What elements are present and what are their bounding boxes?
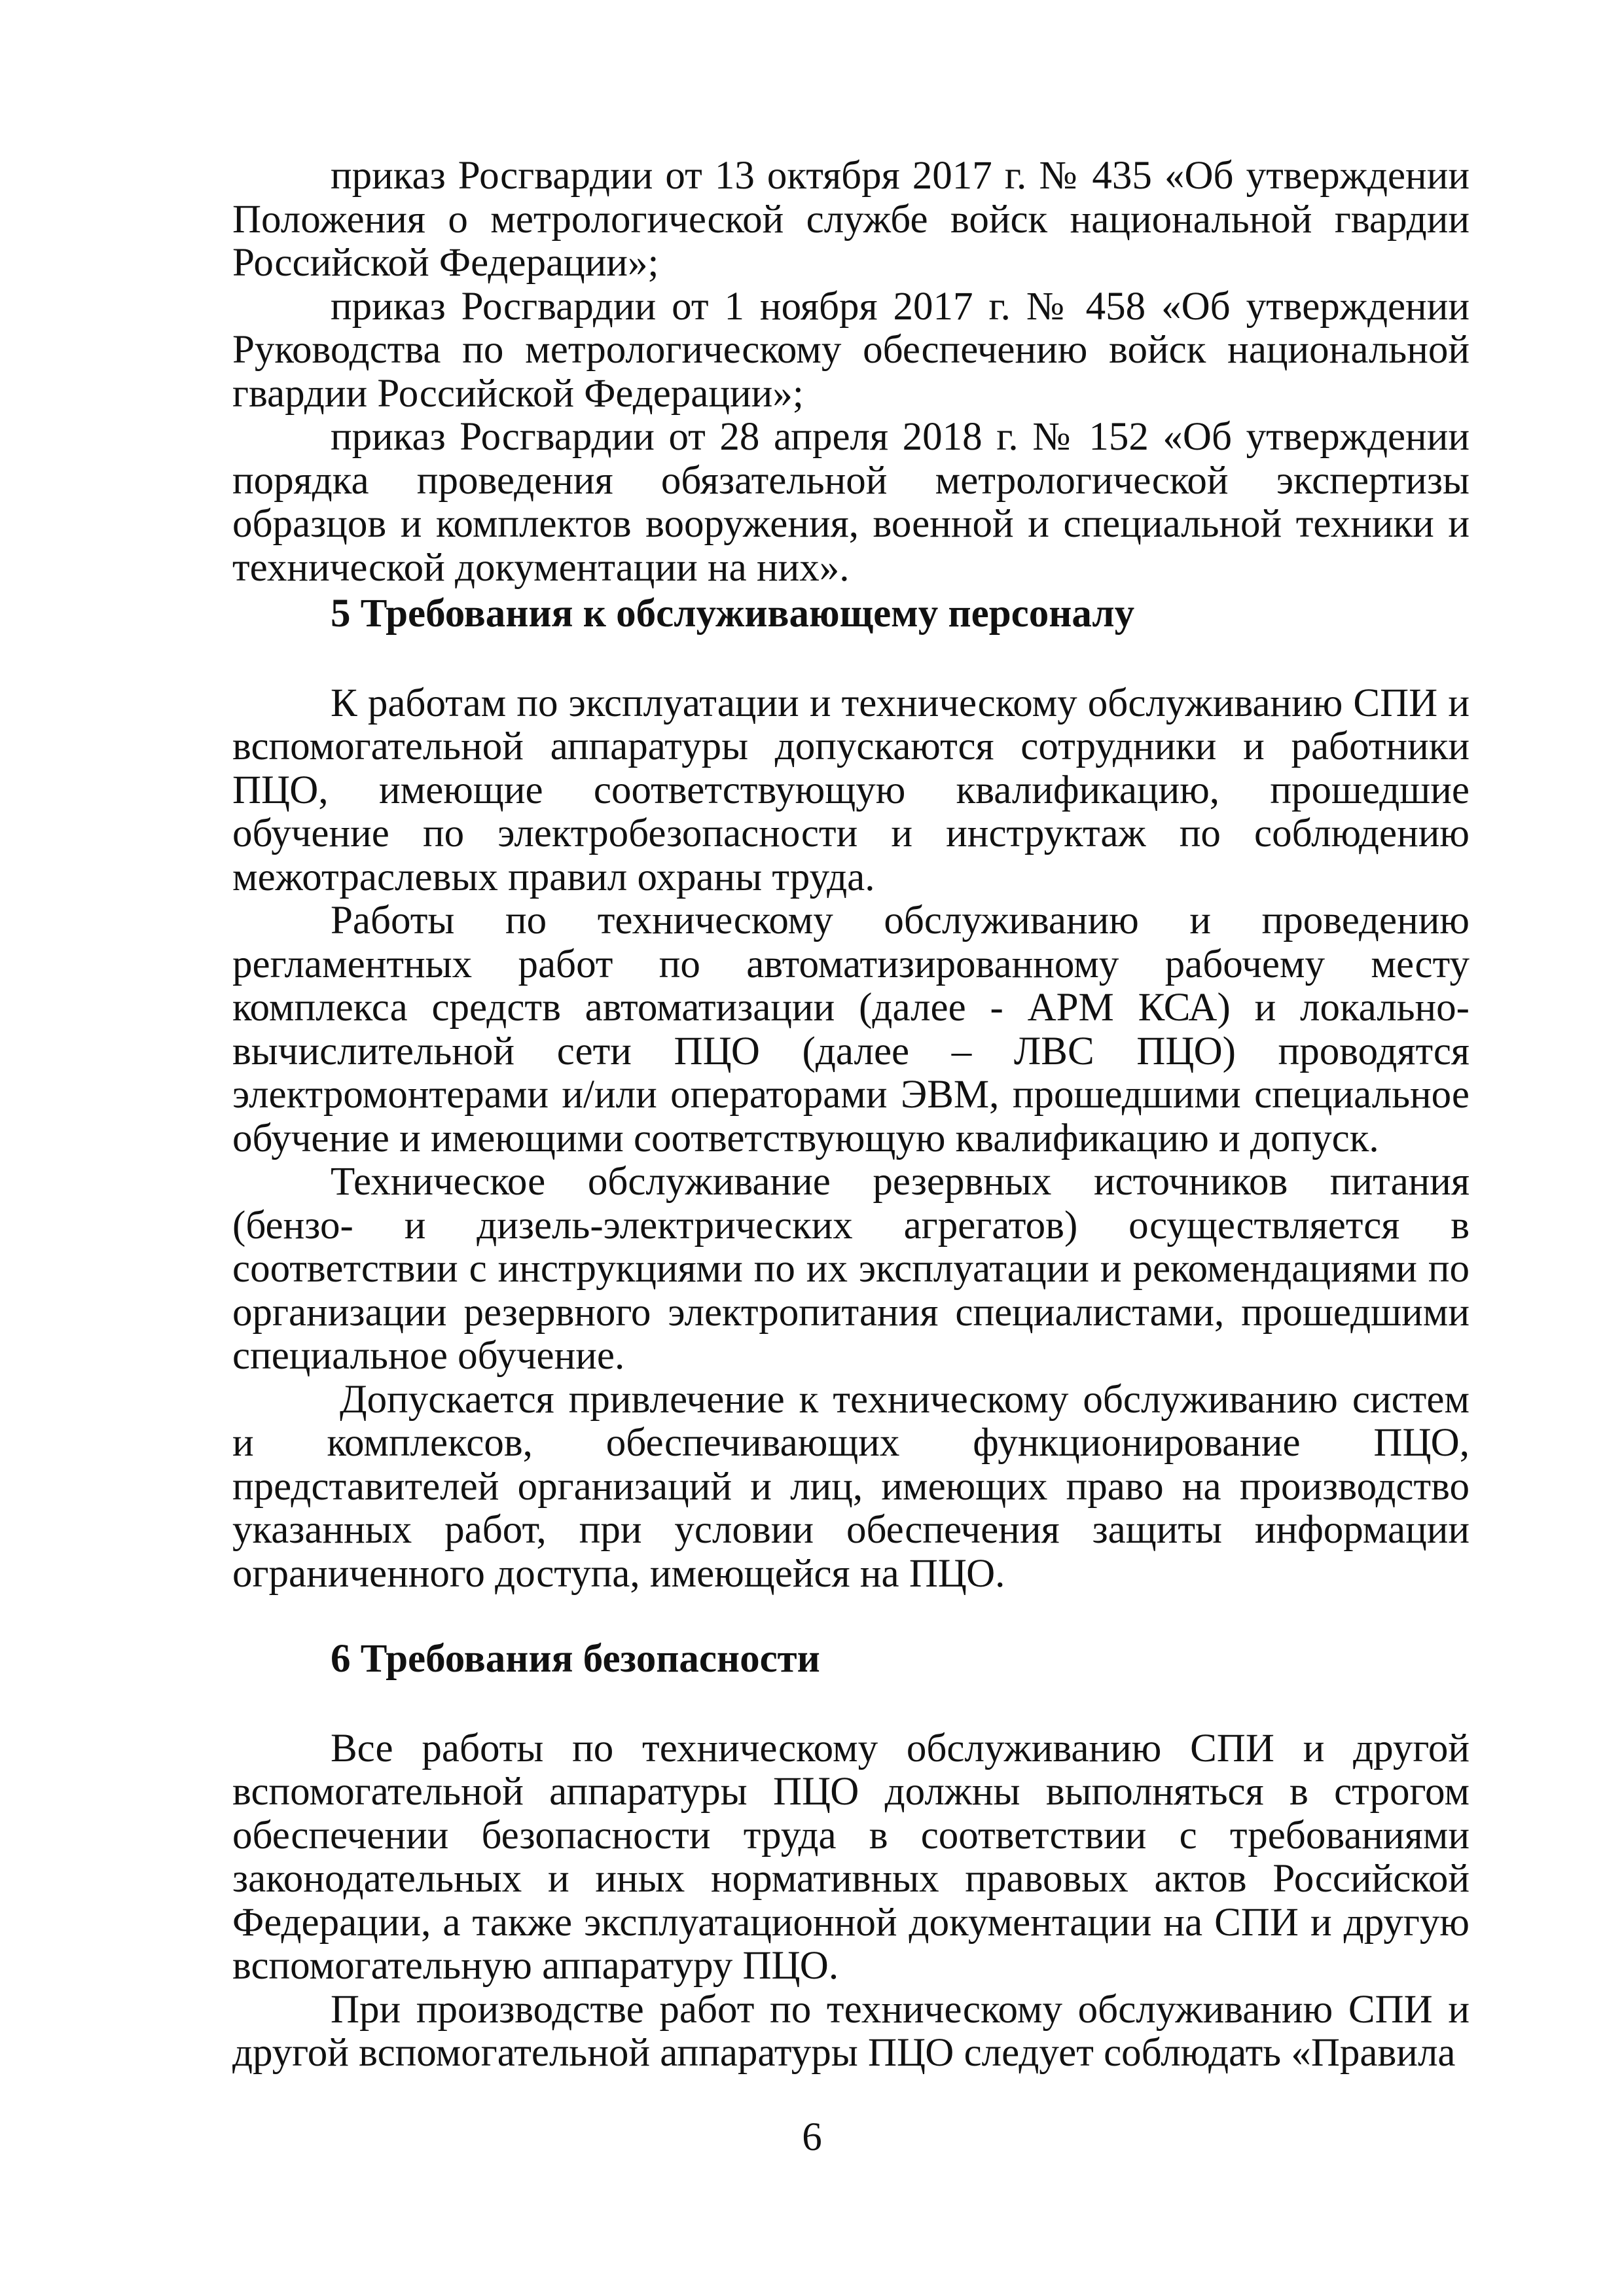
page-number: 6: [802, 2115, 822, 2159]
section-6-paragraph-1: Все работы по техническому обслуживанию СПИ и другой вспомогательной аппаратуры ПЦО должны выполняться в строгом обеспечении безопасности труда в соответствии с требованиями законодательных и иных нормативных правовых актов Российской Федерации, а также эксплуатационной документации на СПИ и другую вспомогательную аппаратуру ПЦО.: [232, 1726, 1470, 1988]
section-5-paragraph-2: Работы по техническому обслуживанию и проведению регламентных работ по автоматизированному рабочему месту комплекса средств автоматизации (далее - АРМ КСА) и локально-вычислительной сети ПЦО (далее – ЛВС ПЦО) проводятся электромонтерами и/или операторами ЭВМ, прошедшими специальное обучение и имеющими соответствующую квалификацию и допуск.: [232, 899, 1470, 1160]
order-paragraph-3: приказ Росгвардии от 28 апреля 2018 г. № 152 «Об утверждении порядка проведения обязательной метрологической экспертизы образцов и комплектов вооружения, военной и специальной техники и технической документации на них».: [232, 415, 1470, 590]
page-body: [232, 154, 1470, 2075]
section-5-paragraph-3: Техническое обслуживание резервных источников питания (бензо- и дизель-электрических агрегатов) осуществляется в соответствии с инструкциями по их эксплуатации и рекомендациями по организации резервного электропитания специалистами, прошедшими специальное обучение.: [232, 1160, 1470, 1378]
order-paragraph-1: приказ Росгвардии от 13 октября 2017 г. № 435 «Об утверждении Положения о метрологической службе войск национальной гвардии Российской Федерации»;: [232, 154, 1470, 285]
order-paragraph-2: приказ Росгвардии от 1 ноября 2017 г. № 458 «Об утверждении Руководства по метрологическому обеспечению войск национальной гвардии Российской Федерации»;: [232, 284, 1470, 416]
section-5-paragraph-4: Допускается привлечение к техническому обслуживанию систем и комплексов, обеспечивающих функционирование ПЦО, представителей организаций и лиц, имеющих право на производство указанных работ, при условии обеспечения защиты информации ограниченного доступа, имеющейся на ПЦО.: [232, 1377, 1470, 1596]
section-6-heading: 6 Требования безопасности: [331, 1637, 820, 1681]
section-5-paragraph-1: К работам по эксплуатации и техническому обслуживанию СПИ и вспомогательной аппаратуры допускаются сотрудники и работники ПЦО, имеющие соответствующую квалификацию, прошедшие обучение по электробезопасности и инструктаж по соблюдению межотраслевых правил охраны труда.: [232, 681, 1470, 899]
section-5-heading: 5 Требования к обслуживающему персоналу: [331, 592, 1135, 636]
section-6-paragraph-2: При производстве работ по техническому обслуживанию СПИ и другой вспомогательной аппаратуры ПЦО следует соблюдать «Правила: [232, 1987, 1470, 2075]
